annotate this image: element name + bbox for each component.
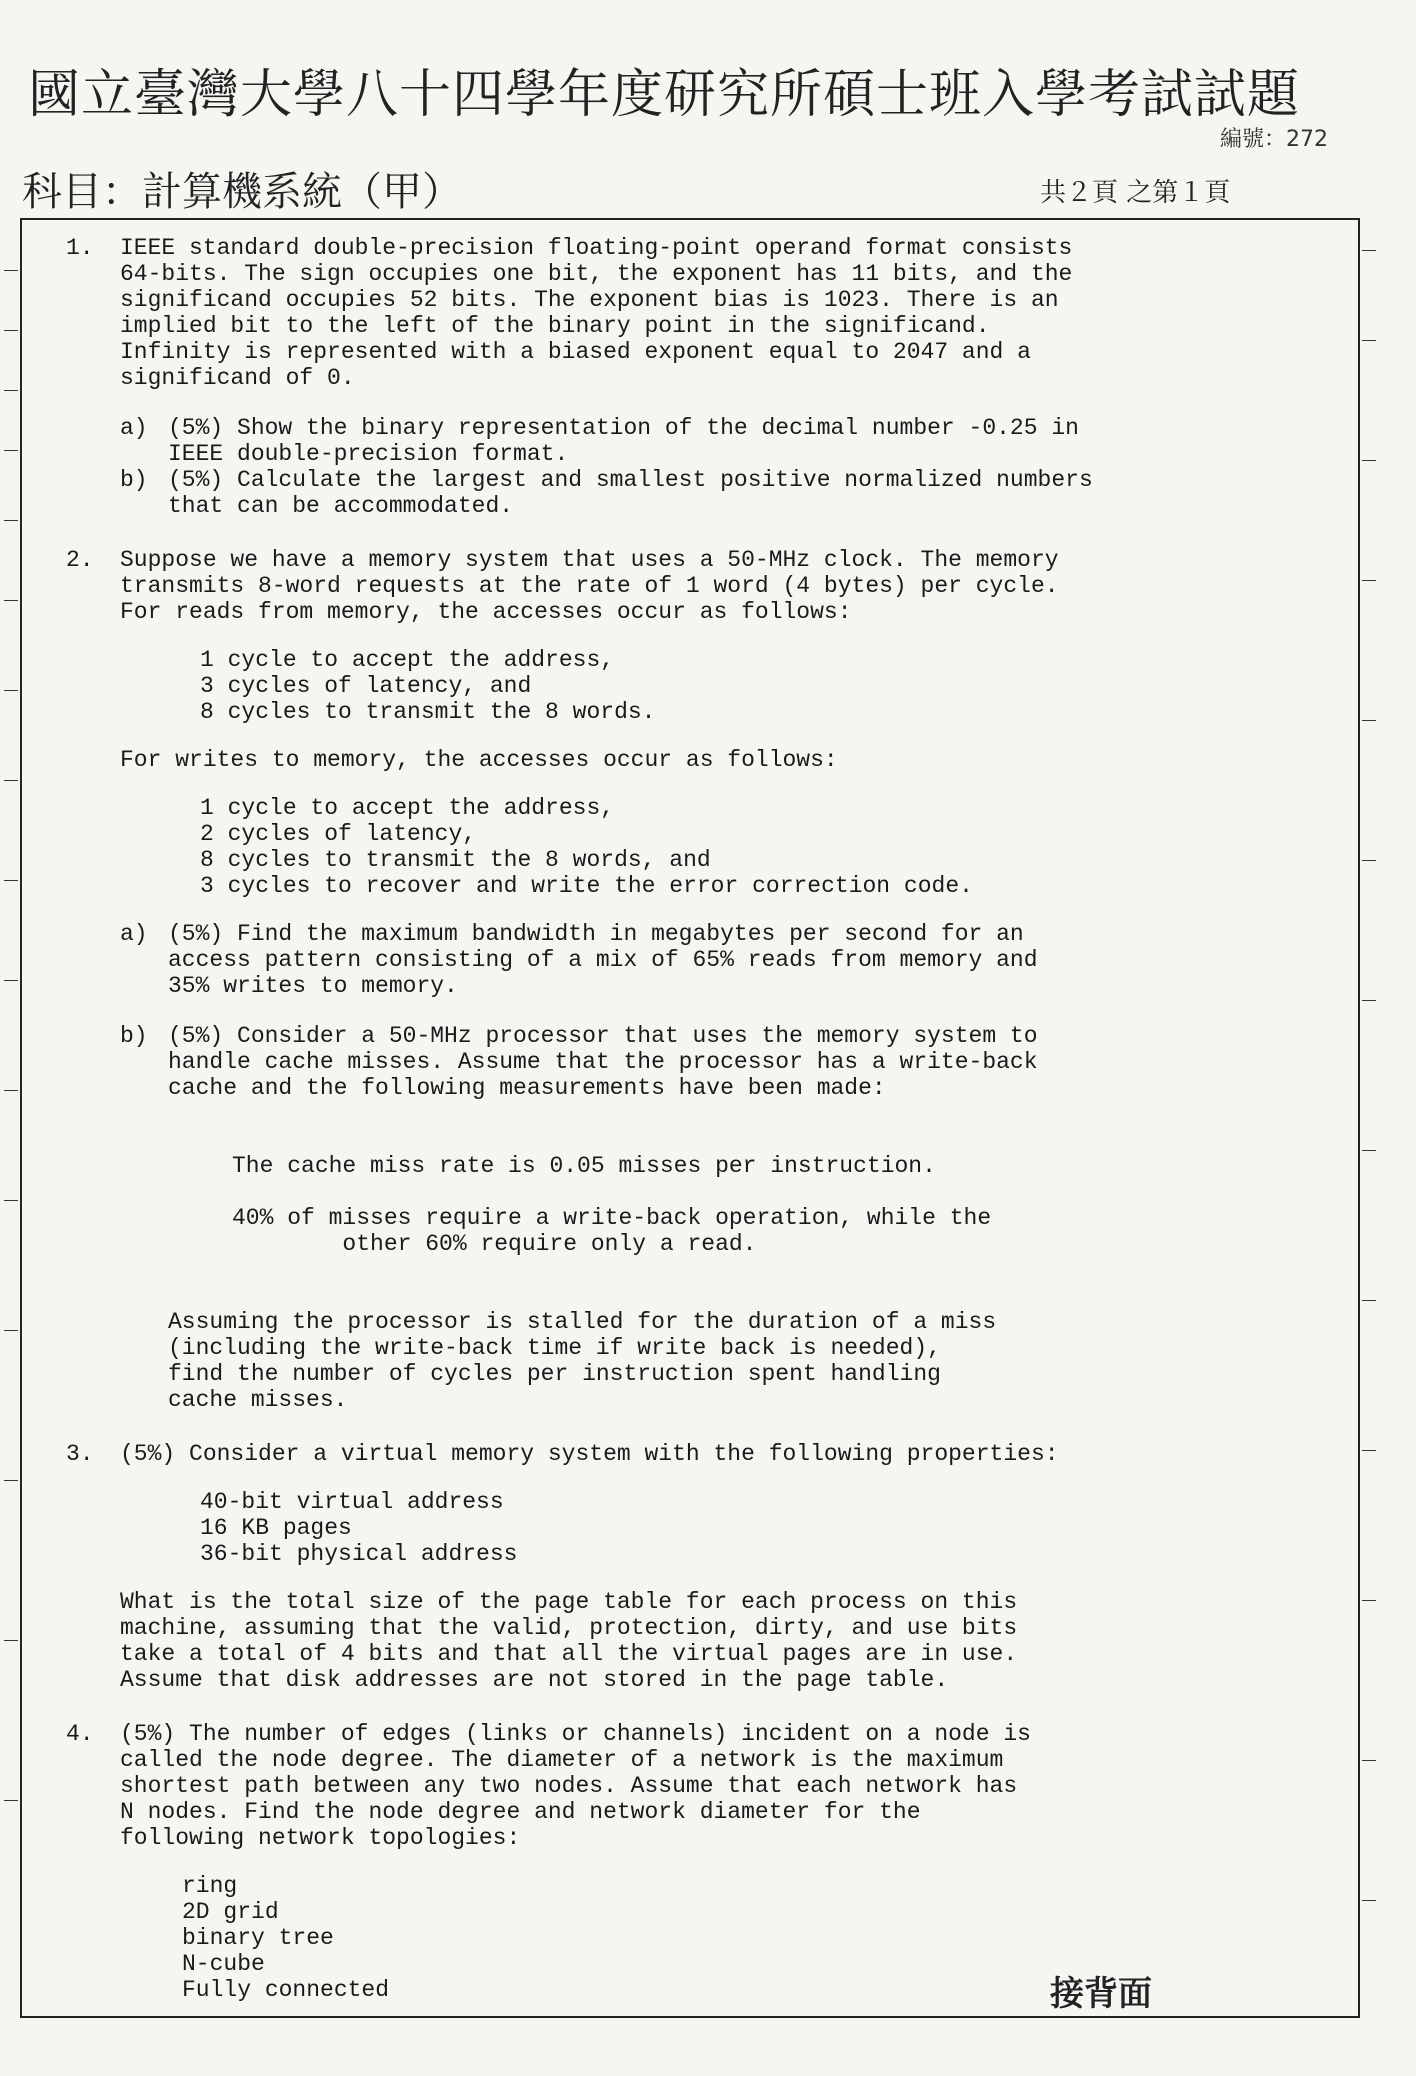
list-item: Fully connected [182,1977,390,2003]
question-text: IEEE standard double-precision floating-point operand format consists 64-bits. The sign occupies one bit, the exponent has 11 bits, and the significand occupies 52 bits. The exponent bias is 1023. There is an implied bit to the left of the binary point in the significand. Infinity is represented with a biased exponent equal to 2047 and a significand of 0. [120,235,1073,391]
part-b-conclusion: Assuming the processor is stalled for the duration of a miss (including the write-back time if write back is needed), find the number of cycles per instruction spent handling cache misses. [168,1309,997,1413]
question-text: (5%) The number of edges (links or channels) incident on a node is called the node degree. The diameter of a network is the maximum shortest path between any two nodes. Assume that each network has N nodes. Find the node degree and network diameter for the following network topologies: [120,1721,1031,1851]
exam-title: 國立臺灣大學八十四學年度研究所碩士班入學考試試題 [28,65,1301,125]
question-1-part-a [120,415,1316,467]
part-label: a) [120,415,148,441]
question-1-part-b [120,467,1316,519]
measurements [232,1127,1316,1283]
continue-on-back-note: 接背面 [1050,1974,1152,2014]
question-3-conclusion: What is the total size of the page table for each process on this machine, assuming that the valid, protection, dirty, and use bits take a total of 4 bits and that all the virtual pages are in use. Assume that disk addresses are not stored in the page table. [120,1589,1018,1693]
question-number: 3. [66,1441,94,1467]
list-item: 8 cycles to transmit the 8 words. [200,699,656,725]
subject-line: 科目：計算機系統（甲） [22,169,462,215]
question-4 [56,1721,1316,2003]
questions [56,235,1316,2031]
list-item: ring [182,1873,238,1899]
question-3 [56,1441,1316,1693]
measurement-2: 40% of misses require a write-back operation, while the other 60% require only a read. [232,1205,992,1257]
part-text: (5%) Calculate the largest and smallest positive normalized numbers that can be accommodated. [168,467,1093,519]
list-item: binary tree [182,1925,334,1951]
list-item: 2D grid [182,1899,279,1925]
vm-properties-list [200,1489,1316,1567]
list-item: 1 cycle to accept the address, [200,795,615,821]
list-item: 16 KB pages [200,1515,352,1541]
list-item: 3 cycles of latency, and [200,673,532,699]
part-text: (5%) Consider a 50-MHz processor that uses the memory system to handle cache misses. Assume that the processor has a write-back cache and the following measurements have been made: [168,1023,1038,1101]
question-number: 1. [66,235,94,261]
part-label: b) [120,467,148,493]
part-label: a) [120,921,148,947]
list-item: 3 cycles to recover and write the error correction code. [200,873,973,899]
page-count: 共２頁 之第１頁 [1040,178,1231,208]
question-2-part-b [120,1023,1316,1413]
list-item: 36-bit physical address [200,1541,518,1567]
question-number: 2. [66,547,94,573]
question-text: Suppose we have a memory system that uses a 50-MHz clock. The memory transmits 8-word requests at the rate of 1 word (4 bytes) per cycle. For reads from memory, the accesses occur as follows: [120,547,1059,625]
list-item: 8 cycles to transmit the 8 words, and [200,847,711,873]
part-text: (5%) Find the maximum bandwidth in megabytes per second for an access pattern consisting of a mix of 65% reads from memory and 35% writes to memory. [168,921,1038,999]
question-2-part-a [120,921,1316,999]
serial-number: 編號：272 [1220,127,1328,152]
part-text: (5%) Show the binary representation of the decimal number -0.25 in IEEE double-precision format. [168,415,1079,467]
measurement-1: The cache miss rate is 0.05 misses per instruction. [232,1153,936,1179]
list-item: 40-bit virtual address [200,1489,504,1515]
question-text: (5%) Consider a virtual memory system with the following properties: [120,1441,1059,1467]
read-access-list [200,647,1316,725]
question-1 [56,235,1316,519]
write-access-list [200,795,1316,899]
question-2 [56,547,1316,1413]
question-number: 4. [66,1721,94,1747]
write-intro: For writes to memory, the accesses occur as follows: [120,747,838,773]
list-item: 1 cycle to accept the address, [200,647,615,673]
list-item: N-cube [182,1951,265,1977]
list-item: 2 cycles of latency, [200,821,477,847]
part-label: b) [120,1023,148,1049]
